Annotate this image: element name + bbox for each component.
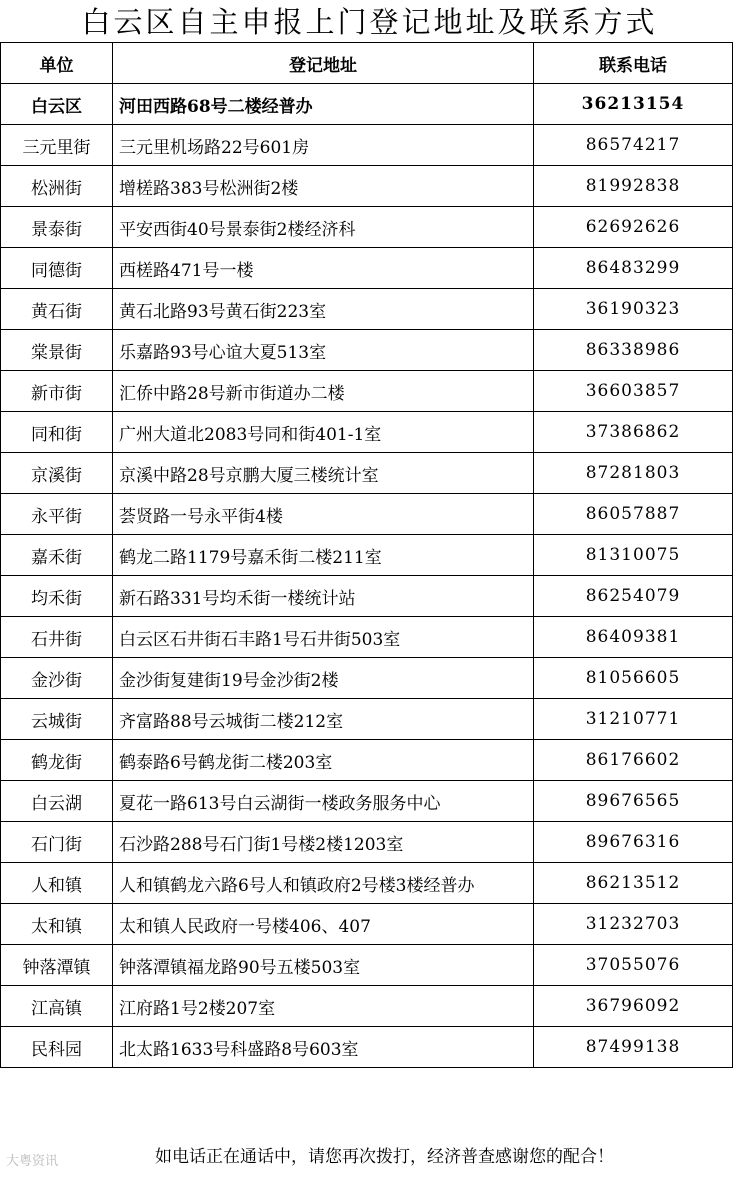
phone-cell: 86254079 <box>534 576 733 617</box>
address-cell: 西槎路471号一楼 <box>113 248 534 289</box>
page-title: 白云区自主申报上门登记地址及联系方式 <box>81 5 658 39</box>
table-row <box>1 535 733 576</box>
address-cell: 金沙街复建街19号金沙街2楼 <box>113 658 534 699</box>
phone-cell: 86176602 <box>534 740 733 781</box>
phone-cell: 86409381 <box>534 617 733 658</box>
phone-cell: 62692626 <box>534 207 733 248</box>
unit-cell: 景泰街 <box>1 207 113 248</box>
address-cell: 白云区石井街石丰路1号石井街503室 <box>113 617 534 658</box>
unit-cell: 江高镇 <box>1 986 113 1027</box>
table-row <box>1 945 733 986</box>
table-row <box>1 207 733 248</box>
unit-cell: 石门街 <box>1 822 113 863</box>
unit-cell: 金沙街 <box>1 658 113 699</box>
address-cell: 荟贤路一号永平街4楼 <box>113 494 534 535</box>
address-cell: 齐富路88号云城街二楼212室 <box>113 699 534 740</box>
phone-cell: 87281803 <box>534 453 733 494</box>
table-row <box>1 330 733 371</box>
unit-cell: 松洲街 <box>1 166 113 207</box>
phone-cell: 36213154 <box>534 84 733 125</box>
address-cell: 钟落潭镇福龙路90号五楼503室 <box>113 945 534 986</box>
phone-cell: 81992838 <box>534 166 733 207</box>
phone-cell: 36603857 <box>534 371 733 412</box>
address-cell: 京溪中路28号京鹏大厦三楼统计室 <box>113 453 534 494</box>
unit-cell: 民科园 <box>1 1027 113 1068</box>
phone-cell: 37055076 <box>534 945 733 986</box>
unit-cell: 白云湖 <box>1 781 113 822</box>
table-row <box>1 822 733 863</box>
address-cell: 石沙路288号石门街1号楼2楼1203室 <box>113 822 534 863</box>
phone-cell: 86338986 <box>534 330 733 371</box>
unit-cell: 永平街 <box>1 494 113 535</box>
phone-cell: 86213512 <box>534 863 733 904</box>
table-row <box>1 289 733 330</box>
address-cell: 增槎路383号松洲街2楼 <box>113 166 534 207</box>
table-row <box>1 125 733 166</box>
table-row <box>1 248 733 289</box>
watermark-logo: 大粤资讯 <box>6 1154 59 1169</box>
phone-cell: 81056605 <box>534 658 733 699</box>
address-cell: 北太路1633号科盛路8号603室 <box>113 1027 534 1068</box>
table-row <box>1 166 733 207</box>
table-row <box>1 1027 733 1068</box>
address-cell: 乐嘉路93号心谊大夏513室 <box>113 330 534 371</box>
header-phone: 联系电话 <box>534 43 733 84</box>
table-row <box>1 740 733 781</box>
unit-cell: 新市街 <box>1 371 113 412</box>
unit-cell: 太和镇 <box>1 904 113 945</box>
address-cell: 三元里机场路22号601房 <box>113 125 534 166</box>
phone-cell: 86057887 <box>534 494 733 535</box>
table-row <box>1 904 733 945</box>
phone-cell: 89676316 <box>534 822 733 863</box>
table-row <box>1 863 733 904</box>
address-cell: 人和镇鹤龙六路6号人和镇政府2号楼3楼经普办 <box>113 863 534 904</box>
address-cell: 新石路331号均禾街一楼统计站 <box>113 576 534 617</box>
address-cell: 平安西街40号景泰街2楼经济科 <box>113 207 534 248</box>
table-row <box>1 699 733 740</box>
table-row <box>1 986 733 1027</box>
table-header-row <box>1 43 733 84</box>
table-row <box>1 371 733 412</box>
unit-cell: 人和镇 <box>1 863 113 904</box>
table-row <box>1 781 733 822</box>
unit-cell: 钟落潭镇 <box>1 945 113 986</box>
address-cell: 鹤龙二路1179号嘉禾街二楼211室 <box>113 535 534 576</box>
unit-cell: 黄石街 <box>1 289 113 330</box>
address-cell: 夏花一路613号白云湖街一楼政务服务中心 <box>113 781 534 822</box>
phone-cell: 87499138 <box>534 1027 733 1068</box>
table-row <box>1 84 733 125</box>
unit-cell: 白云区 <box>1 84 113 125</box>
unit-cell: 嘉禾街 <box>1 535 113 576</box>
address-cell: 河田西路68号二楼经普办 <box>113 84 534 125</box>
address-cell: 江府路1号2楼207室 <box>113 986 534 1027</box>
unit-cell: 均禾街 <box>1 576 113 617</box>
phone-cell: 36796092 <box>534 986 733 1027</box>
table-row <box>1 412 733 453</box>
unit-cell: 石井街 <box>1 617 113 658</box>
table-row <box>1 576 733 617</box>
phone-cell: 89676565 <box>534 781 733 822</box>
unit-cell: 云城街 <box>1 699 113 740</box>
table-row <box>1 494 733 535</box>
address-cell: 黄石北路93号黄石街223室 <box>113 289 534 330</box>
unit-cell: 同德街 <box>1 248 113 289</box>
phone-cell: 86483299 <box>534 248 733 289</box>
table-row <box>1 658 733 699</box>
address-table <box>0 42 733 1068</box>
unit-cell: 同和街 <box>1 412 113 453</box>
unit-cell: 鹤龙街 <box>1 740 113 781</box>
phone-cell: 36190323 <box>534 289 733 330</box>
footer-note: 如电话正在通话中，请您再次拨打，经济普查感谢您的配合！ <box>155 1147 614 1167</box>
unit-cell: 京溪街 <box>1 453 113 494</box>
phone-cell: 86574217 <box>534 125 733 166</box>
header-address: 登记地址 <box>113 43 534 84</box>
address-cell: 广州大道北2083号同和街401-1室 <box>113 412 534 453</box>
table-row <box>1 617 733 658</box>
unit-cell: 三元里街 <box>1 125 113 166</box>
phone-cell: 31232703 <box>534 904 733 945</box>
address-cell: 太和镇人民政府一号楼406、407 <box>113 904 534 945</box>
address-cell: 鹤泰路6号鹤龙街二楼203室 <box>113 740 534 781</box>
address-cell: 汇侨中路28号新市街道办二楼 <box>113 371 534 412</box>
table-row <box>1 453 733 494</box>
header-unit: 单位 <box>1 43 113 84</box>
unit-cell: 棠景街 <box>1 330 113 371</box>
phone-cell: 81310075 <box>534 535 733 576</box>
phone-cell: 37386862 <box>534 412 733 453</box>
phone-cell: 31210771 <box>534 699 733 740</box>
